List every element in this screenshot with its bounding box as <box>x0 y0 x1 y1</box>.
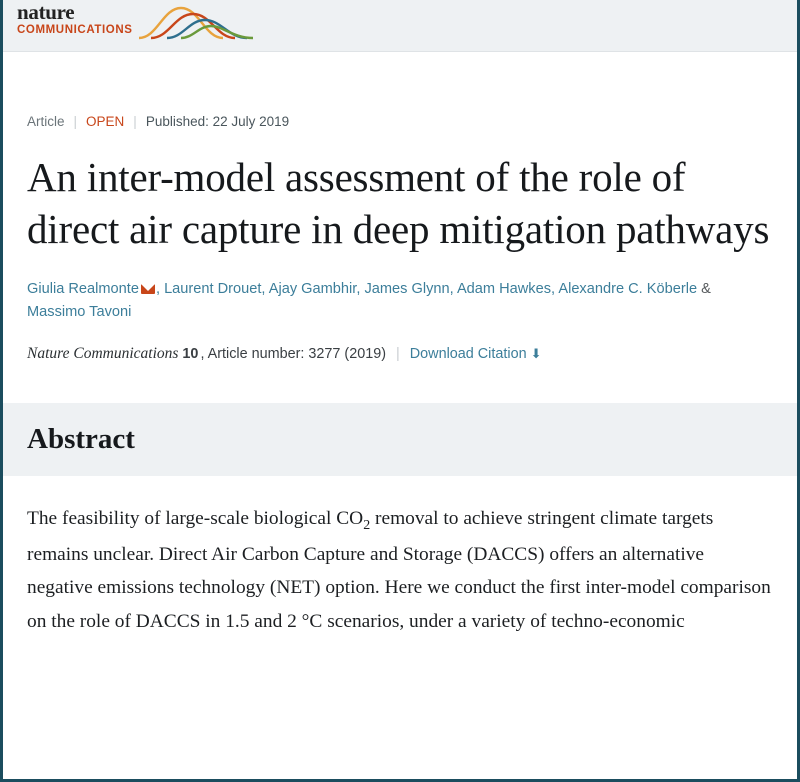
abstract-text-part1: The feasibility of large-scale biological CO <box>27 508 364 530</box>
journal-name: Nature Communications <box>27 345 179 363</box>
author-link[interactable]: Giulia Realmonte <box>27 280 139 297</box>
author-link[interactable]: Massimo Tavoni <box>27 303 132 320</box>
brand-name-nature: nature <box>17 0 75 24</box>
site-masthead <box>3 0 797 52</box>
open-access-badge: OPEN <box>86 114 125 129</box>
meta-divider-2: | <box>133 114 137 129</box>
article-type: Article <box>27 114 65 129</box>
page-title: An inter-model assessment of the role of direct air capture in deep mitigation pathways <box>27 154 770 253</box>
brand-name-communications: COMMUNICATIONS <box>17 24 133 36</box>
abstract-paragraph <box>3 502 797 638</box>
author-sep: , <box>261 280 269 297</box>
abstract-heading: Abstract <box>27 423 135 456</box>
publish-date: Published: 22 July 2019 <box>145 114 290 129</box>
author-sep: , <box>155 280 165 297</box>
brand-text <box>17 2 133 37</box>
envelope-icon[interactable] <box>141 284 155 294</box>
citation-line <box>3 345 797 363</box>
author-link[interactable]: Adam Hawkes <box>456 280 552 297</box>
download-citation-label: Download Citation <box>409 346 527 363</box>
citation-divider: | <box>396 346 400 363</box>
author-sep: , <box>356 280 365 297</box>
author-link[interactable]: Laurent Drouet <box>164 280 262 297</box>
abstract-subscript: 2 <box>363 518 371 534</box>
author-link[interactable]: James Glynn <box>364 280 450 297</box>
meta-divider-1: | <box>73 114 78 129</box>
nature-communications-logo[interactable] <box>17 2 255 49</box>
download-citation-link[interactable] <box>410 346 542 362</box>
author-link[interactable]: Alexandre C. Köberle <box>558 280 698 297</box>
abstract-heading-band <box>3 403 797 476</box>
article-meta <box>3 52 797 129</box>
author-link[interactable]: Ajay Gambhir <box>268 280 357 297</box>
author-conjunction: & <box>701 280 711 297</box>
volume-number: 10 <box>182 346 199 363</box>
author-sep: , <box>551 280 559 297</box>
article-content <box>3 52 797 638</box>
download-icon: ⬇ <box>530 346 542 362</box>
author-list <box>3 278 797 323</box>
waves-icon <box>137 4 255 49</box>
abstract-text-part2: removal to achieve stringent climate targets remains unclear. Direct Air Carbon Capture and Storage (DACCS) offers an alternative negative emissions technology (NET) option. Here we conduct the first inter-model comparison on the role of DACCS in 1.5 and 2 °C scenarios, under a variety of techno-economic <box>27 508 771 632</box>
article-number: , Article number: 3277 (2019) <box>200 346 387 363</box>
author-sep: , <box>449 280 457 297</box>
